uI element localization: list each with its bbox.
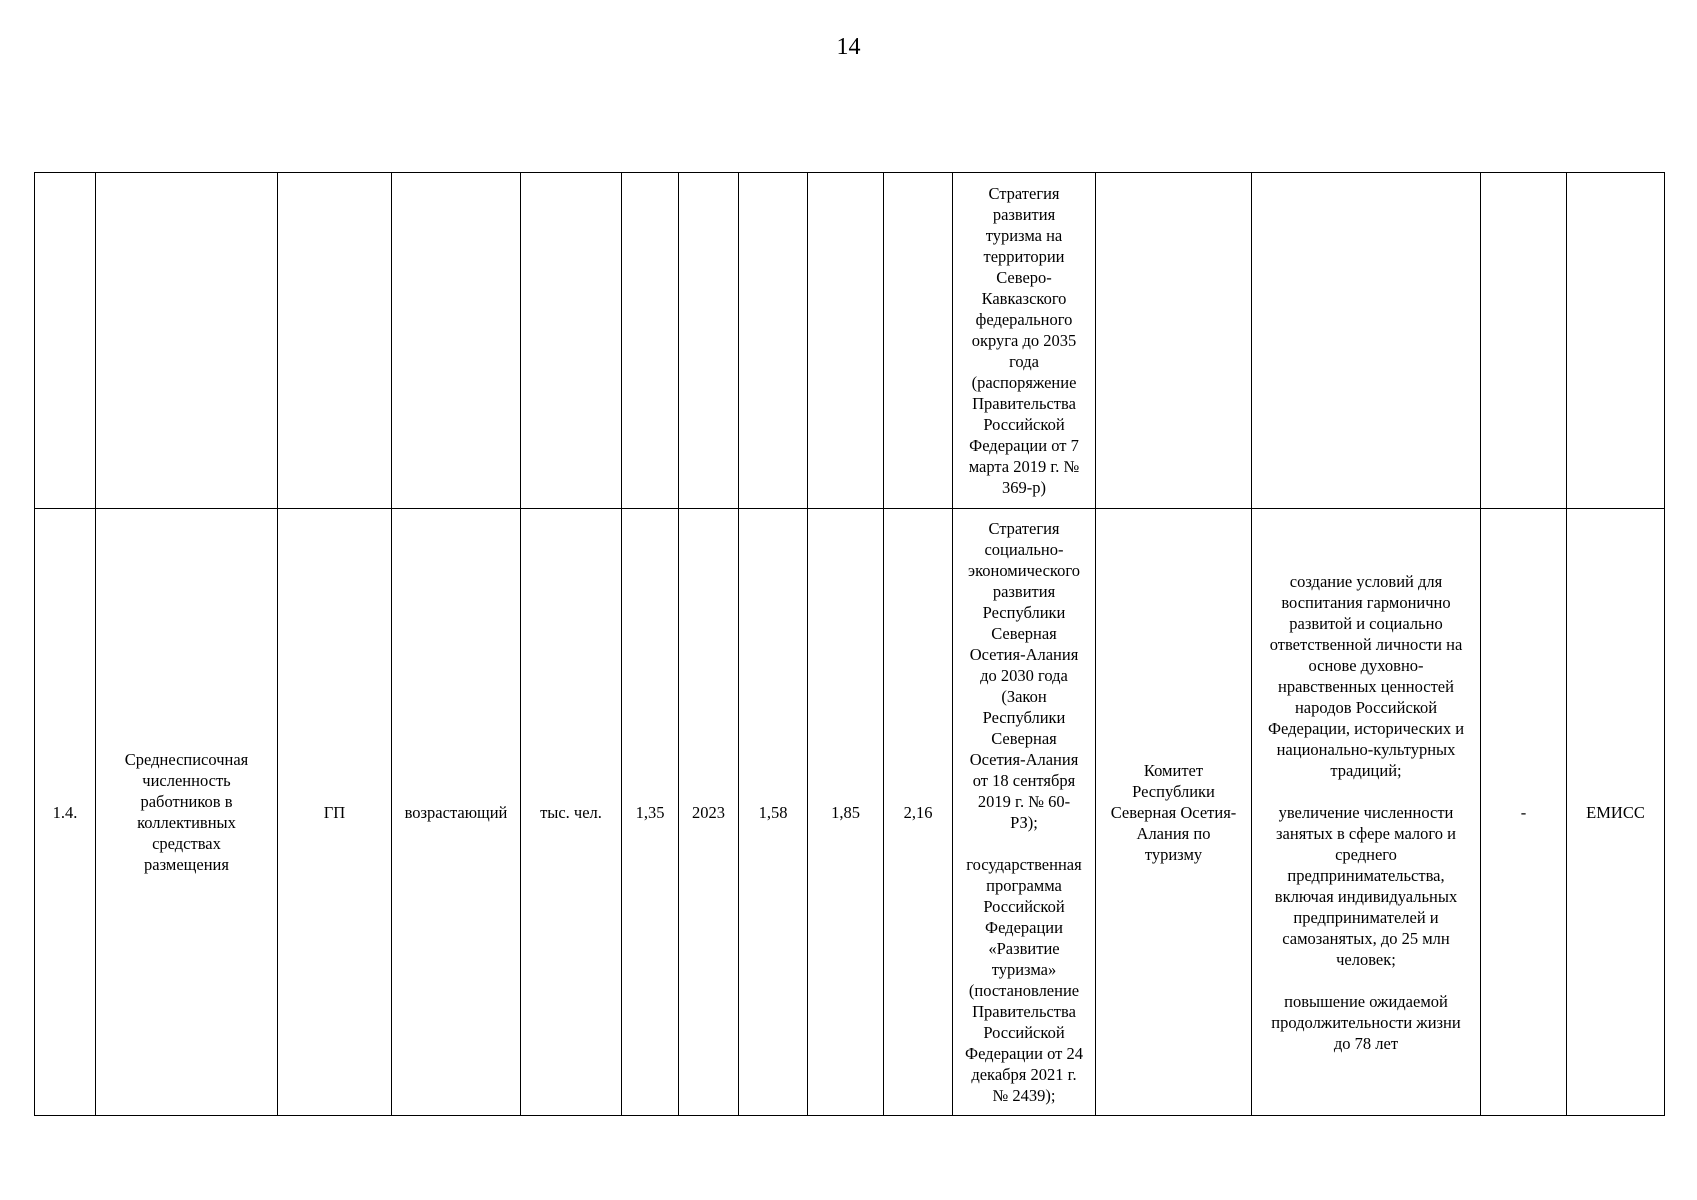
cell-level [278,173,392,509]
cell-source: ЕМИСС [1567,509,1665,1116]
indicator-text: Среднесписочная численность работников в коллективных средствах размещения [124,750,249,874]
goal-text-2: увеличение численности занятых в сфере малого и среднего предпринимательства, включая индивидуальных предпринимателей и самозанятых, до 25 млн человек; [1274,802,1458,969]
cell-value-3 [884,173,953,509]
cell-indicator [96,509,278,1116]
cell-goals [1252,509,1481,1116]
basis-text-part2: государственная программа Российской Федерации «Развитие туризма» (постановление Правительства Российской Федерации от 24 декабря 2021 г. № 2439); [965,855,1083,1105]
cell-base-value: 1,35 [622,509,679,1116]
cell-value-1: 1,58 [739,509,808,1116]
cell-trend: возрастающий [392,509,521,1116]
cell-responsible [1096,509,1252,1116]
cell-level: ГП [278,509,392,1116]
cell-basis [953,509,1096,1116]
goal-text-3: повышение ожидаемой продолжительности жизни до 78 лет [1271,991,1461,1053]
cell-goals [1252,173,1481,509]
basis-text: Стратегия развития туризма на территории Северо- Кавказского федерального округа до 2035 года (распоряжение Правительства Российской Федерации от 7 марта 2019 г. № 369-р) [968,184,1080,497]
cell-indicator [96,173,278,509]
cell-base-year: 2023 [679,509,739,1116]
cell-link: - [1481,509,1567,1116]
cell-basis [953,173,1096,509]
cell-value-1 [739,173,808,509]
table-row [35,173,1665,509]
responsible-text: Комитет Республики Северная Осетия- Алания по туризму [1110,760,1237,864]
cell-base-value [622,173,679,509]
cell-responsible [1096,173,1252,509]
cell-source [1567,173,1665,509]
cell-value-2: 1,85 [808,509,884,1116]
cell-unit: тыс. чел. [521,509,622,1116]
cell-number [35,173,96,509]
basis-text-part1: Стратегия социально- экономического развития Республики Северная Осетия-Алания до 2030 года (Закон Республики Северная Осетия-Алания от 18 сентября 2019 г. № 60- РЗ); [968,519,1080,832]
goal-text-1: создание условий для воспитания гармонично развитой и социально ответственной личности на основе духовно- нравственных ценностей народов Российской Федерации, исторических и национально-культурных традиций; [1267,571,1465,780]
cell-number: 1.4. [35,509,96,1116]
page-number: 14 [836,34,861,60]
cell-value-2 [808,173,884,509]
cell-trend [392,173,521,509]
cell-base-year [679,173,739,509]
cell-unit [521,173,622,509]
cell-link [1481,173,1567,509]
cell-value-3: 2,16 [884,509,953,1116]
table-row [35,509,1665,1116]
indicators-table [34,172,1665,1116]
